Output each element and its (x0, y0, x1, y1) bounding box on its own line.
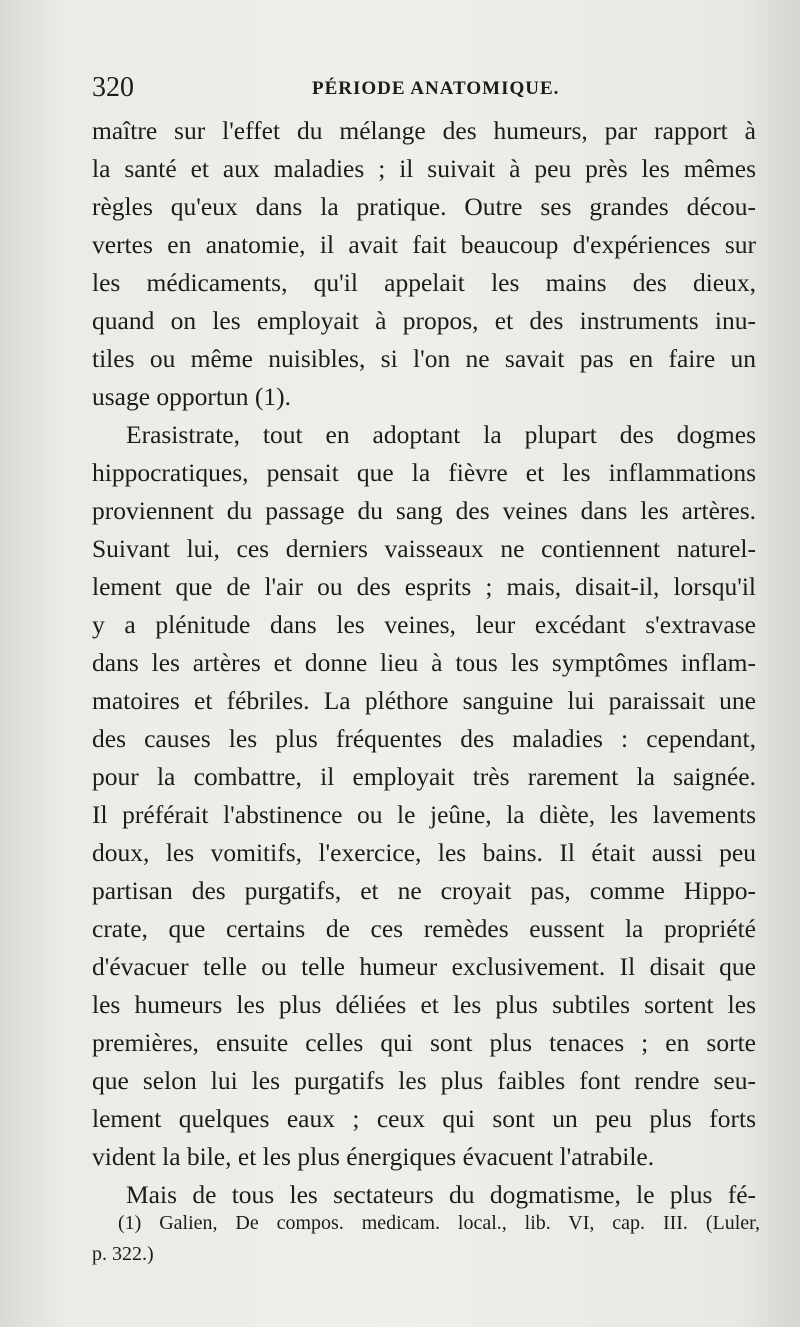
text-line: dans les artères et donne lieu à tous les symptômes inflam- (92, 648, 756, 677)
page-number: 320 (92, 72, 134, 103)
body-text (92, 112, 756, 1214)
text-line: matoires et fébriles. La pléthore sanguine lui paraissait une (92, 686, 756, 715)
text-line: lement quelques eaux ; ceux qui sont un peu plus forts (92, 1104, 756, 1133)
text-line: vertes en anatomie, il avait fait beaucoup d'expériences sur (92, 230, 756, 259)
text-line: crate, que certains de ces remèdes eussent la propriété (92, 914, 756, 943)
text-line: usage opportun (1). (92, 382, 291, 411)
text-line: vident la bile, et les plus énergiques évacuent l'atrabile. (92, 1142, 655, 1171)
text-line: hippocratiques, pensait que la fièvre et les inflammations (92, 458, 756, 487)
page-header (92, 72, 752, 108)
text-line: doux, les vomitifs, l'exercice, les bains. Il était aussi peu (92, 838, 756, 867)
text-line: la santé et aux maladies ; il suivait à peu près les mêmes (92, 154, 756, 183)
text-line: proviennent du passage du sang des veines dans les artères. (92, 496, 756, 525)
text-line: les humeurs les plus déliées et les plus subtiles sortent les (92, 990, 756, 1019)
text-line: tiles ou même nuisibles, si l'on ne savait pas en faire un (92, 344, 756, 373)
text-line: que selon lui les purgatifs les plus faibles font rendre seu- (92, 1066, 756, 1095)
text-line: partisan des purgatifs, et ne croyait pas, comme Hippo- (92, 876, 756, 905)
text-line: règles qu'eux dans la pratique. Outre ses grandes décou- (92, 192, 756, 221)
footnote-line: p. 322.) (92, 1243, 154, 1265)
running-title: PÉRIODE ANATOMIQUE. (312, 78, 560, 99)
text-line: des causes les plus fréquentes des maladies : cependant, (92, 724, 756, 753)
text-line: quand on les employait à propos, et des instruments inu- (92, 306, 756, 335)
text-line: pour la combattre, il employait très rarement la saignée. (92, 762, 756, 791)
footnote (92, 1208, 760, 1270)
text-line: maître sur l'effet du mélange des humeurs, par rapport à (92, 116, 756, 145)
text-line: Il préférait l'abstinence ou le jeûne, la diète, les lavements (92, 800, 756, 829)
paragraph-first-line: Mais de tous les sectateurs du dogmatisme, le plus fé- (126, 1180, 756, 1209)
text-line: d'évacuer telle ou telle humeur exclusivement. Il disait que (92, 952, 756, 981)
footnote-line: (1) Galien, De compos. medicam. local., lib. VI, cap. III. (Luler, (118, 1212, 760, 1234)
paragraph-first-line: Erasistrate, tout en adoptant la plupart des dogmes (126, 420, 756, 449)
text-line: les médicaments, qu'il appelait les mains des dieux, (92, 268, 756, 297)
text-line: Suivant lui, ces derniers vaisseaux ne contiennent naturel- (92, 534, 756, 563)
text-line: y a plénitude dans les veines, leur excédant s'extravase (92, 610, 756, 639)
text-line: lement que de l'air ou des esprits ; mais, disait-il, lorsqu'il (92, 572, 756, 601)
text-line: premières, ensuite celles qui sont plus tenaces ; en sorte (92, 1028, 756, 1057)
